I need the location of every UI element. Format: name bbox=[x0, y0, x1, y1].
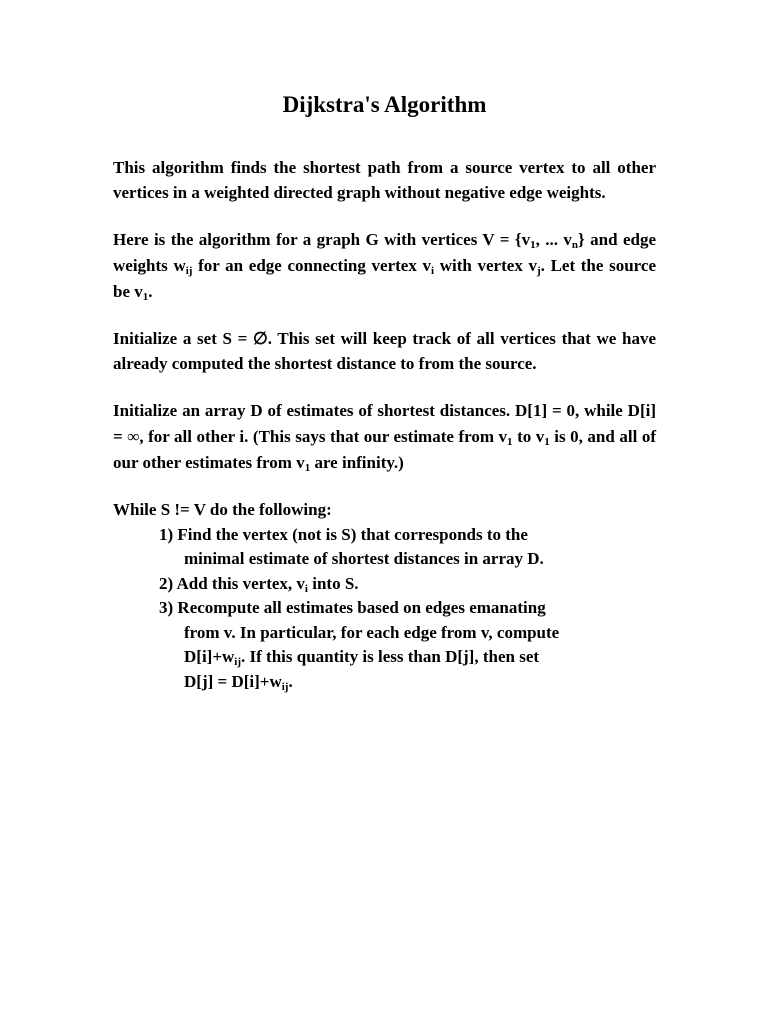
step-1: 1) Find the vertex (not is S) that corresponds to the minimal estimate of shortest distances in array D. bbox=[159, 524, 544, 568]
graph-definition-paragraph: Here is the algorithm for a graph G with vertices $V = \{v_1$, ... $v_n$} and edge weights $w_{ij}$ for an edge connecting vertex $v_i$ with vertex $v_j$. Let the source be $v_1$. bbox=[113, 230, 657, 303]
document-page bbox=[113, 92, 656, 694]
initialize-set-paragraph: Initialize a set S = ∅. This set will keep track of all vertices that we have already computed the shortest distance to from the source. bbox=[113, 329, 656, 373]
intro-paragraph: This algorithm finds the shortest path from a source vertex to all other vertices in a weighted directed graph without negative edge weights. bbox=[113, 158, 656, 202]
page-title: Dijkstra's Algorithm bbox=[282, 92, 487, 117]
loop-section bbox=[113, 498, 656, 694]
initialize-array-paragraph: Initialize an array D of estimates of shortest distances. D[1] = 0, while D[i] = ∞, for all other i. (This says that our estimate from $v_1$ to $v_1$ is 0, and all of our other estimates from $v_1$ are infinity.) bbox=[113, 401, 656, 474]
step-3: 3) Recompute all estimates based on edges emanating from v. In particular, for each edge from v, compute $D[i]+w_{ij}$. If this quantity is less than D[j], then set $D[j] = D[i]+w_{ij}$. bbox=[159, 598, 560, 693]
loop-header: While S != V do the following: bbox=[113, 500, 332, 519]
step-2: 2) Add this vertex, $v_i$ into S. bbox=[159, 573, 359, 595]
